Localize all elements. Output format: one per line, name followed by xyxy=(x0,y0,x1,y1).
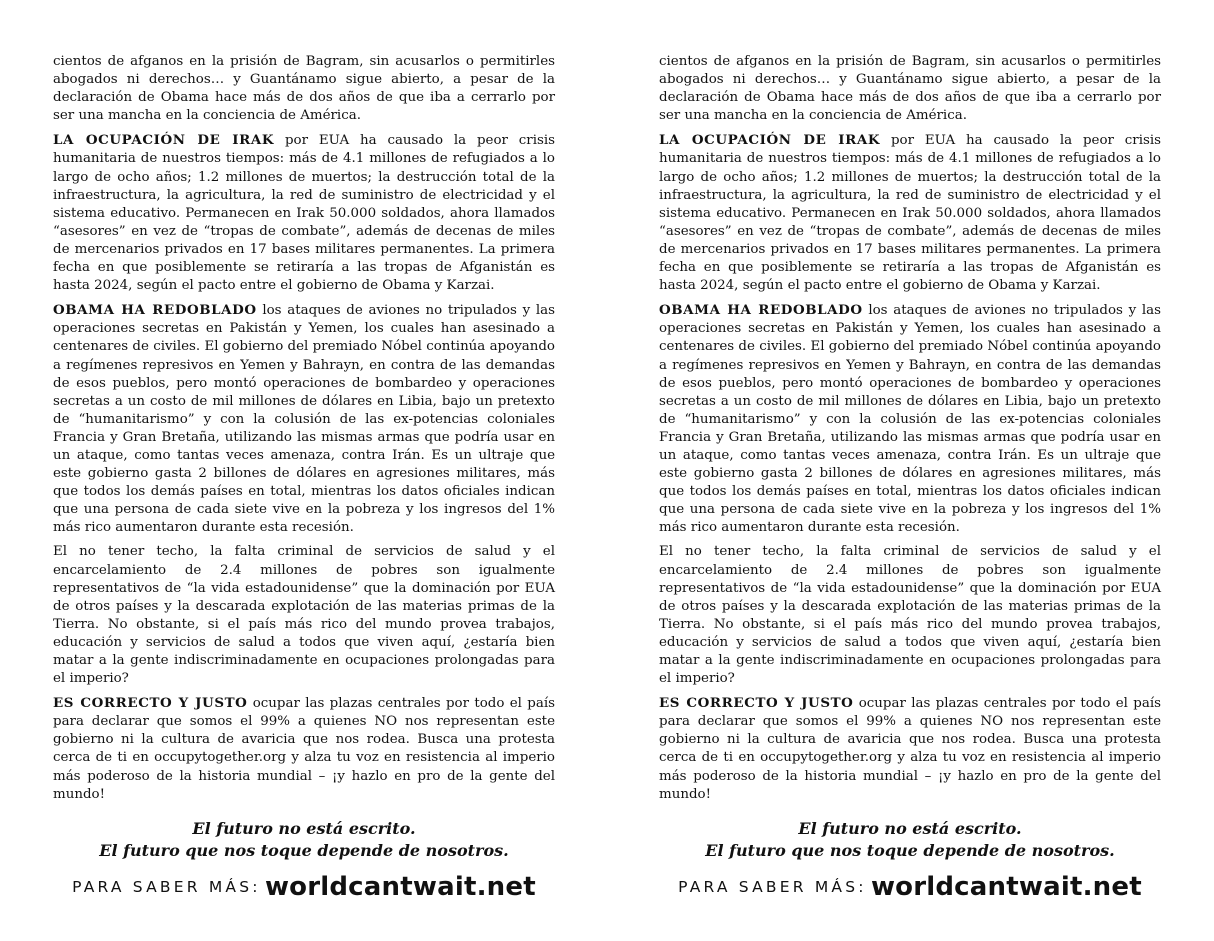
body-obama: los ataques de aviones no tripulados y las operaciones secretas en Pakistán y Yemen, los cuales han asesinado a centenares de civiles. El gobierno del premiado Nóbel continúa apoyando a regímenes represivos en Yemen y Bahrayn, en contra de las demandas de esos pueblos, pero montó operaciones de bombardeo y operaciones secretas a un costo de mil millones de dólares en Libia, bajo un pretexto de “humanitarismo” y con la colusión de las ex-potencias coloniales Francia y Gran Bretaña, utilizando las mismas armas que podría usar en un ataque, como tantas veces amenaza, contra Irán. Es un ultraje que este gobierno gasta 2 billones de dólares en agresiones militares, más que todos los demás países en total, mientras los datos oficiales indican que una persona de cada siete vive en la pobreza y los ingresos del 1% más rico aumentaron durante esta recesión. xyxy=(659,303,1161,536)
closing-slogan xyxy=(53,818,555,862)
more-info xyxy=(659,871,1161,902)
paragraph-bagram: cientos de afganos en la prisión de Bagram, sin acusarlos o permitirles abogados ni derechos… y Guantánamo sigue abierto, a pesar de la declaración de Obama hace más de dos años de que iba a cerrarlo por ser una mancha en la conciencia de América. xyxy=(53,54,555,124)
paragraph-homeless: El no tener techo, la falta criminal de servicios de salud y el encarcelamiento de 2.4 millones de pobres son igualmente representativos de “la vida estadounidense” que la dominación por EUA de otros países y la descarada explotación de las materias primas de la Tierra. No obstante, si el país más rico del mundo provea trabajos, educación y servicios de salud a todos que viven aquí, ¿estaría bien matar a la gente indiscriminadamente en ocupaciones prolongadas para el imperio? xyxy=(53,544,555,687)
page-left xyxy=(53,53,555,902)
more-info xyxy=(53,871,555,902)
lead-iraq: LA OCUPACIÓN DE IRAK xyxy=(53,132,275,149)
page-right xyxy=(659,53,1161,902)
lead-occupy: ES CORRECTO Y JUSTO xyxy=(53,695,248,712)
website-link[interactable]: worldcantwait.net xyxy=(264,871,536,902)
paragraph-obama xyxy=(659,301,1161,537)
paragraph-bagram: cientos de afganos en la prisión de Bagram, sin acusarlos o permitirles abogados ni derechos… y Guantánamo sigue abierto, a pesar de la declaración de Obama hace más de dos años de que iba a cerrarlo por ser una mancha en la conciencia de América. xyxy=(659,54,1161,124)
body-occupy: ocupar las plazas centrales por todo el país para declarar que somos el 99% a quienes NO nos representan este gobierno ni la cultura de avaricia que nos rodea. Busca una protesta cerca de ti en occupytogether.org y alza tu voz en resistencia al imperio más poderoso de la historia mundial – ¡y hazlo en pro de la gente del mundo! xyxy=(53,696,555,802)
paragraph-iraq xyxy=(659,131,1161,295)
paragraph-obama xyxy=(53,301,555,537)
website-link[interactable]: worldcantwait.net xyxy=(870,871,1142,902)
lead-occupy: ES CORRECTO Y JUSTO xyxy=(659,695,854,712)
body-obama: los ataques de aviones no tripulados y las operaciones secretas en Pakistán y Yemen, los cuales han asesinado a centenares de civiles. El gobierno del premiado Nóbel continúa apoyando a regímenes represivos en Yemen y Bahrayn, en contra de las demandas de esos pueblos, pero montó operaciones de bombardeo y operaciones secretas a un costo de mil millones de dólares en Libia, bajo un pretexto de “humanitarismo” y con la colusión de las ex-potencias coloniales Francia y Gran Bretaña, utilizando las mismas armas que podría usar en un ataque, como tantas veces amenaza, contra Irán. Es un ultraje que este gobierno gasta 2 billones de dólares en agresiones militares, más que todos los demás países en total, mientras los datos oficiales indican que una persona de cada siete vive en la pobreza y los ingresos del 1% más rico aumentaron durante esta recesión. xyxy=(53,303,555,536)
lead-obama: OBAMA HA REDOBLADO xyxy=(659,302,863,319)
body-iraq: por EUA ha causado la peor crisis humanitaria de nuestros tiempos: más de 4.1 millones de refugiados a lo largo de ocho años; 1.2 millones de muertos; la destrucción total de la infraestructura, la agricultura, la red de suministro de electricidad y el sistema educativo. Permanecen en Irak 50.000 soldados, ahora llamados “asesores” en vez de “tropas de combate”, además de decenas de miles de mercenarios privados en 17 bases militares permanentes. La primera fecha en que posiblemente se retiraría a las tropas de Afganistán es hasta 2024, según el pacto entre el gobierno de Obama y Karzai. xyxy=(659,133,1161,294)
closing-line-2: El futuro que nos toque depende de nosotros. xyxy=(705,840,1115,860)
more-info-label: PARA SABER MÁS: xyxy=(72,877,261,896)
closing-slogan xyxy=(659,818,1161,862)
lead-obama: OBAMA HA REDOBLADO xyxy=(53,302,257,319)
more-info-label: PARA SABER MÁS: xyxy=(678,877,867,896)
closing-line-2: El futuro que nos toque depende de nosotros. xyxy=(99,840,509,860)
closing-line-1: El futuro no está escrito. xyxy=(192,818,416,838)
body-iraq: por EUA ha causado la peor crisis humanitaria de nuestros tiempos: más de 4.1 millones de refugiados a lo largo de ocho años; 1.2 millones de muertos; la destrucción total de la infraestructura, la agricultura, la red de suministro de electricidad y el sistema educativo. Permanecen en Irak 50.000 soldados, ahora llamados “asesores” en vez de “tropas de combate”, además de decenas de miles de mercenarios privados en 17 bases militares permanentes. La primera fecha en que posiblemente se retiraría a las tropas de Afganistán es hasta 2024, según el pacto entre el gobierno de Obama y Karzai. xyxy=(53,133,555,294)
paragraph-occupy xyxy=(659,694,1161,804)
body-occupy: ocupar las plazas centrales por todo el país para declarar que somos el 99% a quienes NO nos representan este gobierno ni la cultura de avaricia que nos rodea. Busca una protesta cerca de ti en occupytogether.org y alza tu voz en resistencia al imperio más poderoso de la historia mundial – ¡y hazlo en pro de la gente del mundo! xyxy=(659,696,1161,802)
paragraph-occupy xyxy=(53,694,555,804)
closing-line-1: El futuro no está escrito. xyxy=(798,818,1022,838)
paragraph-iraq xyxy=(53,131,555,295)
lead-iraq: LA OCUPACIÓN DE IRAK xyxy=(659,132,881,149)
paragraph-homeless: El no tener techo, la falta criminal de servicios de salud y el encarcelamiento de 2.4 millones de pobres son igualmente representativos de “la vida estadounidense” que la dominación por EUA de otros países y la descarada explotación de las materias primas de la Tierra. No obstante, si el país más rico del mundo provea trabajos, educación y servicios de salud a todos que viven aquí, ¿estaría bien matar a la gente indiscriminadamente en ocupaciones prolongadas para el imperio? xyxy=(659,544,1161,687)
